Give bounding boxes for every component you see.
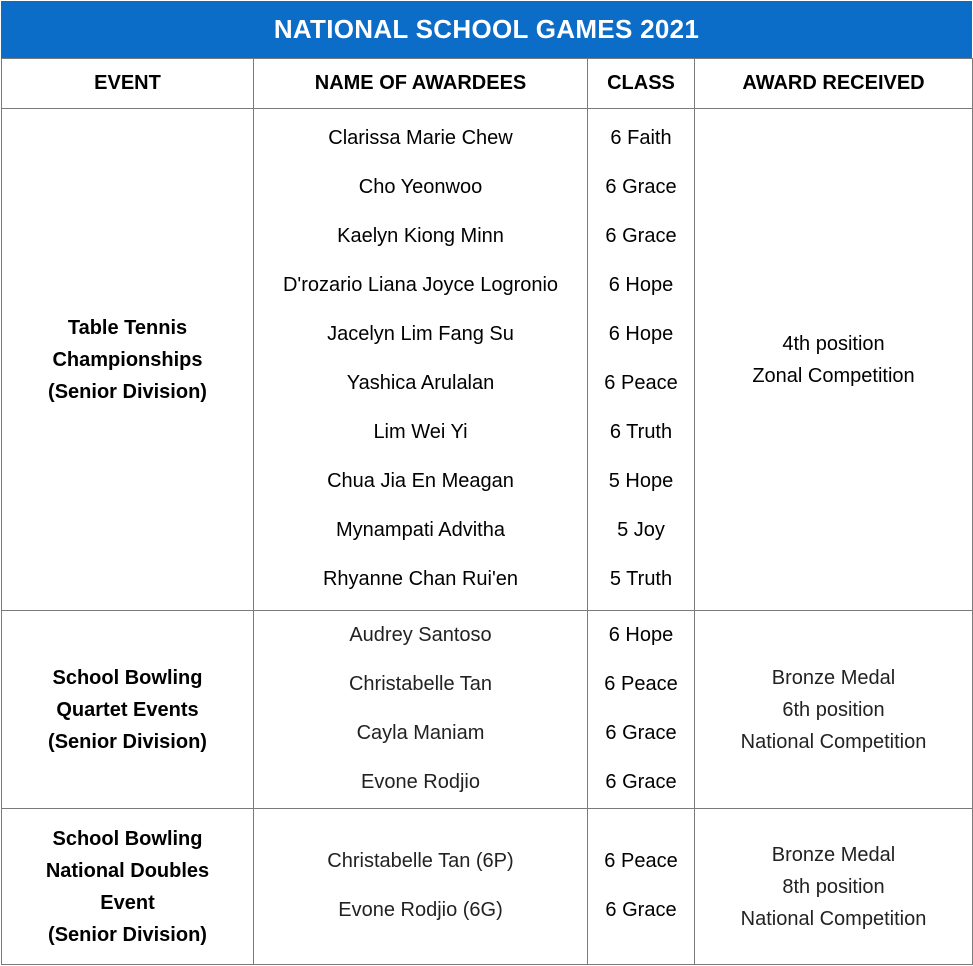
event-row: [2, 611, 973, 809]
awardee-name: Evone Rodjio (6G): [338, 898, 503, 921]
award-line: 4th position: [782, 332, 885, 355]
event-name-cell: [2, 109, 254, 611]
awardee-name: Yashica Arulalan: [346, 371, 495, 394]
awardee-class-cell: [588, 109, 695, 611]
awards-table: [1, 58, 973, 965]
event-row: [2, 809, 973, 965]
award-line: 8th position: [782, 875, 885, 898]
award-received-cell: [695, 809, 973, 965]
event-name-line: School Bowling: [52, 827, 203, 850]
awardee-class: 6 Grace: [605, 721, 677, 744]
event-name-line: Quartet Events: [56, 698, 199, 721]
awardee-name: Lim Wei Yi: [373, 420, 468, 443]
event-name-line: National Doubles: [45, 859, 210, 882]
event-name-line: Table Tennis: [67, 316, 188, 339]
event-row: [2, 109, 973, 611]
event-name-cell: [2, 611, 254, 809]
awardee-name: Cho Yeonwoo: [358, 175, 483, 198]
award-line: National Competition: [740, 907, 927, 930]
header-class: CLASS: [588, 59, 695, 109]
award-line: Bronze Medal: [771, 843, 896, 866]
awardee-name: Christabelle Tan: [348, 672, 493, 695]
award-line: Zonal Competition: [752, 364, 915, 387]
award-line: 6th position: [782, 698, 885, 721]
awardee-name: Cayla Maniam: [356, 721, 485, 744]
event-name-line: School Bowling: [52, 666, 203, 689]
awardee-class: 5 Joy: [617, 518, 665, 541]
awardee-class: 6 Peace: [604, 672, 678, 695]
header-event: EVENT: [2, 59, 254, 109]
award-received-cell: [695, 611, 973, 809]
awardee-class: 6 Grace: [605, 175, 677, 198]
awardee-class: 6 Faith: [610, 126, 672, 149]
awardee-class: 6 Grace: [605, 770, 677, 793]
header-row: [2, 59, 973, 109]
awardee-name: Christabelle Tan (6P): [327, 849, 514, 872]
awardee-class: 6 Hope: [608, 273, 674, 296]
event-name-line: (Senior Division): [48, 923, 207, 946]
awardee-class: 5 Hope: [608, 469, 674, 492]
awardee-class: 6 Peace: [604, 371, 678, 394]
event-name-line: Championships: [52, 348, 203, 371]
awardee-class: 6 Hope: [608, 322, 674, 345]
award-line: National Competition: [740, 730, 927, 753]
event-name-line: (Senior Division): [48, 380, 207, 403]
awardee-names-cell: [254, 611, 588, 809]
awardee-class: 6 Grace: [605, 224, 677, 247]
event-name-cell: [2, 809, 254, 965]
awardee-name: Chua Jia En Meagan: [327, 469, 514, 492]
award-line: Bronze Medal: [771, 666, 896, 689]
event-name-line: Event: [100, 891, 155, 914]
awardee-name: Kaelyn Kiong Minn: [337, 224, 504, 247]
awardee-name: Mynampati Advitha: [336, 518, 505, 541]
awardee-name: Clarissa Marie Chew: [328, 126, 513, 149]
award-received-cell: [695, 109, 973, 611]
awardee-class: 6 Truth: [609, 420, 673, 443]
header-names: NAME OF AWARDEES: [254, 59, 588, 109]
header-award: AWARD RECEIVED: [695, 59, 973, 109]
event-name-line: (Senior Division): [48, 730, 207, 753]
awardee-name: Rhyanne Chan Rui'en: [322, 567, 519, 590]
awardee-class: 6 Peace: [604, 849, 678, 872]
awardee-class: 5 Truth: [609, 567, 673, 590]
awardee-class-cell: [588, 611, 695, 809]
awardee-names-cell: [254, 109, 588, 611]
table-title: NATIONAL SCHOOL GAMES 2021: [1, 1, 972, 58]
awardee-class: 6 Grace: [605, 898, 677, 921]
awardee-name: Evone Rodjio: [361, 770, 480, 793]
awardee-class: 6 Hope: [608, 623, 674, 646]
awardee-name: D'rozario Liana Joyce Logronio: [282, 273, 559, 296]
awardee-name: Jacelyn Lim Fang Su: [327, 322, 514, 345]
awardee-class-cell: [588, 809, 695, 965]
awardee-names-cell: [254, 809, 588, 965]
awardee-name: Audrey Santoso: [349, 623, 492, 646]
